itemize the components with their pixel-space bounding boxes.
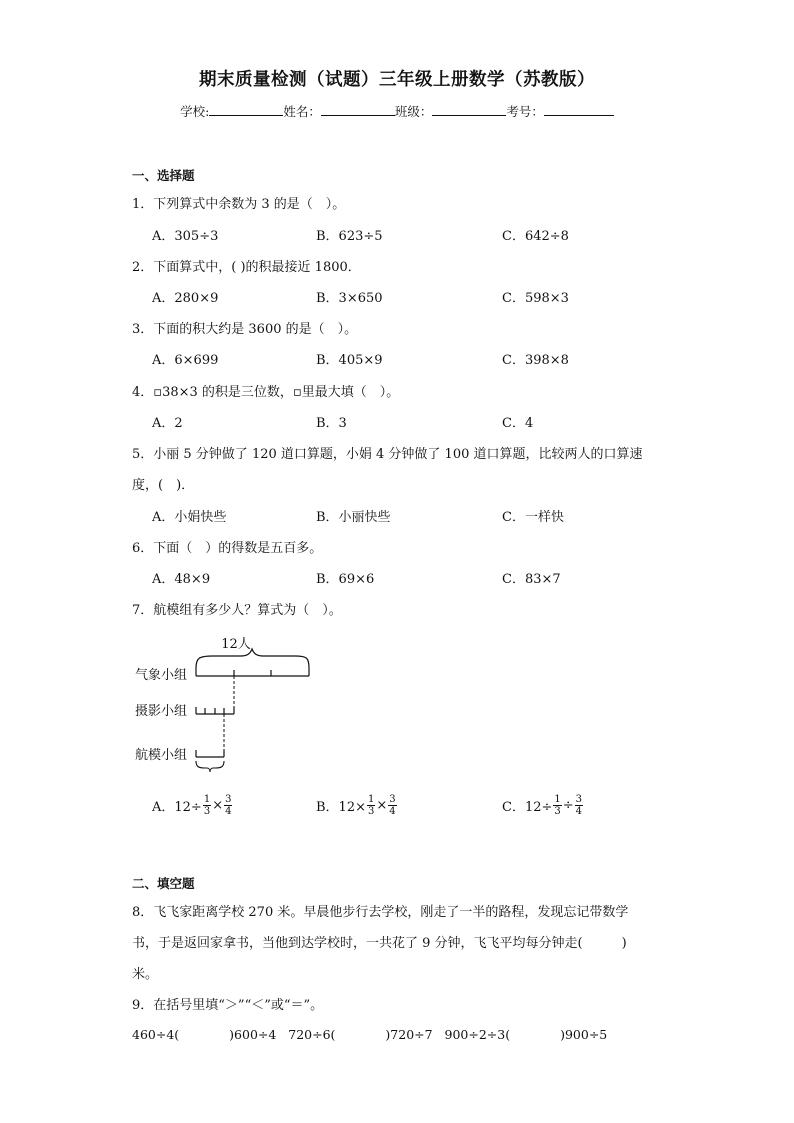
question-3: 3．下面的积大约是 3600 的是（ ）。	[132, 322, 358, 337]
fraction: $\frac{1}{3}$	[554, 794, 561, 817]
q7-option-a[interactable]: A．12÷ $\frac{1}{3}$ × $\frac{3}{4}$	[152, 794, 232, 817]
fraction: $\frac{1}{3}$	[368, 794, 375, 817]
question-5-line-2: 度，( )．	[132, 478, 195, 493]
question-9: 9．在括号里填“＞”“＜”或“＝”。	[132, 998, 324, 1013]
q5-option-c[interactable]: C．一样快	[502, 510, 564, 525]
school-blank[interactable]	[209, 103, 283, 116]
question-8-line-2: 书，于是返回家拿书，当他到达学校时，一共花了 9 分钟，飞飞平均每分钟走( )	[132, 936, 627, 951]
q6-option-c[interactable]: C．83×7	[502, 572, 561, 587]
group-size-diagram	[133, 632, 333, 780]
name-label: 姓名：	[283, 104, 321, 119]
q3-option-b[interactable]: B．405×9	[316, 353, 383, 368]
q9-item-1[interactable]: 460÷4( )600÷4	[132, 1027, 277, 1042]
q2-option-b[interactable]: B．3×650	[316, 291, 383, 306]
class-blank[interactable]	[432, 103, 506, 116]
q6-option-a[interactable]: A．48×9	[152, 572, 211, 587]
q6-option-b[interactable]: B．69×6	[316, 572, 375, 587]
question-5-line-1: 5．小丽 5 分钟做了 120 道口算题，小娟 4 分钟做了 100 道口算题，比较两人的口算速	[132, 447, 643, 462]
question-8-line-3: 米。	[132, 967, 159, 982]
question-1: 1．下列算式中余数为 3 的是（ ）。	[132, 197, 346, 212]
total-brace	[196, 649, 309, 668]
number-blank[interactable]	[544, 103, 614, 116]
q5-option-b[interactable]: B．小丽快些	[316, 510, 391, 525]
q9-item-2[interactable]: 720÷6( )720÷7	[288, 1027, 433, 1042]
class-label: 班级：	[394, 104, 433, 119]
row-label-model: 航模小组	[135, 748, 188, 763]
q7-option-c[interactable]: C．12÷ $\frac{1}{3}$ ÷ $\frac{3}{4}$	[502, 794, 583, 817]
q5-option-a[interactable]: A．小娟快些	[152, 510, 227, 525]
page-title: 期末质量检测（试题）三年级上册数学（苏教版）	[199, 70, 595, 90]
fraction: $\frac{1}{3}$	[203, 794, 211, 817]
q2-option-c[interactable]: C．598×3	[502, 291, 569, 306]
diagram-total-label: 12人	[221, 637, 251, 652]
fraction: $\frac{3}{4}$	[575, 794, 583, 817]
student-info-line	[0, 102, 794, 120]
q1-option-b[interactable]: B．623÷5	[316, 229, 383, 244]
q1-option-c[interactable]: C．642÷8	[502, 229, 569, 244]
question-9-items	[132, 1025, 607, 1043]
q3-option-a[interactable]: A．6×699	[152, 353, 219, 368]
row-label-photo: 摄影小组	[135, 704, 188, 719]
question-2: 2．下面算式中，( )的积最接近 1800．	[132, 260, 361, 275]
question-4: 4．▫38×3 的积是三位数，▫里最大填（ ）。	[132, 385, 400, 400]
q4-option-b[interactable]: B．3	[316, 416, 347, 431]
name-blank[interactable]	[321, 103, 395, 116]
q7-option-b[interactable]: B．12× $\frac{1}{3}$ × $\frac{3}{4}$	[316, 794, 396, 817]
number-label: 考号：	[506, 104, 544, 119]
q9-item-3[interactable]: 900÷2÷3( )900÷5	[444, 1027, 608, 1042]
q4-option-a[interactable]: A．2	[152, 416, 183, 431]
section-choice-heading: 一、选择题	[132, 168, 195, 183]
fraction: $\frac{3}{4}$	[389, 794, 396, 817]
row-label-weather: 气象小组	[135, 668, 188, 683]
section-fill-heading: 二、填空题	[132, 876, 195, 891]
question-8-line-1: 8．飞飞家距离学校 270 米。早晨他步行去学校，刚走了一半的路程，发现忘记带数学	[132, 905, 629, 920]
q2-option-a[interactable]: A．280×9	[152, 291, 219, 306]
q4-option-c[interactable]: C．4	[502, 416, 534, 431]
q1-option-a[interactable]: A．305÷3	[152, 229, 219, 244]
question-6: 6．下面（ ）的得数是五百多。	[132, 541, 323, 556]
q3-option-c[interactable]: C．398×8	[502, 353, 569, 368]
unknown-brace	[196, 761, 224, 772]
school-label: 学校:	[180, 104, 210, 119]
question-7: 7．航模组有多少人？算式为（ ）。	[132, 603, 342, 618]
fraction: $\frac{3}{4}$	[225, 794, 232, 817]
